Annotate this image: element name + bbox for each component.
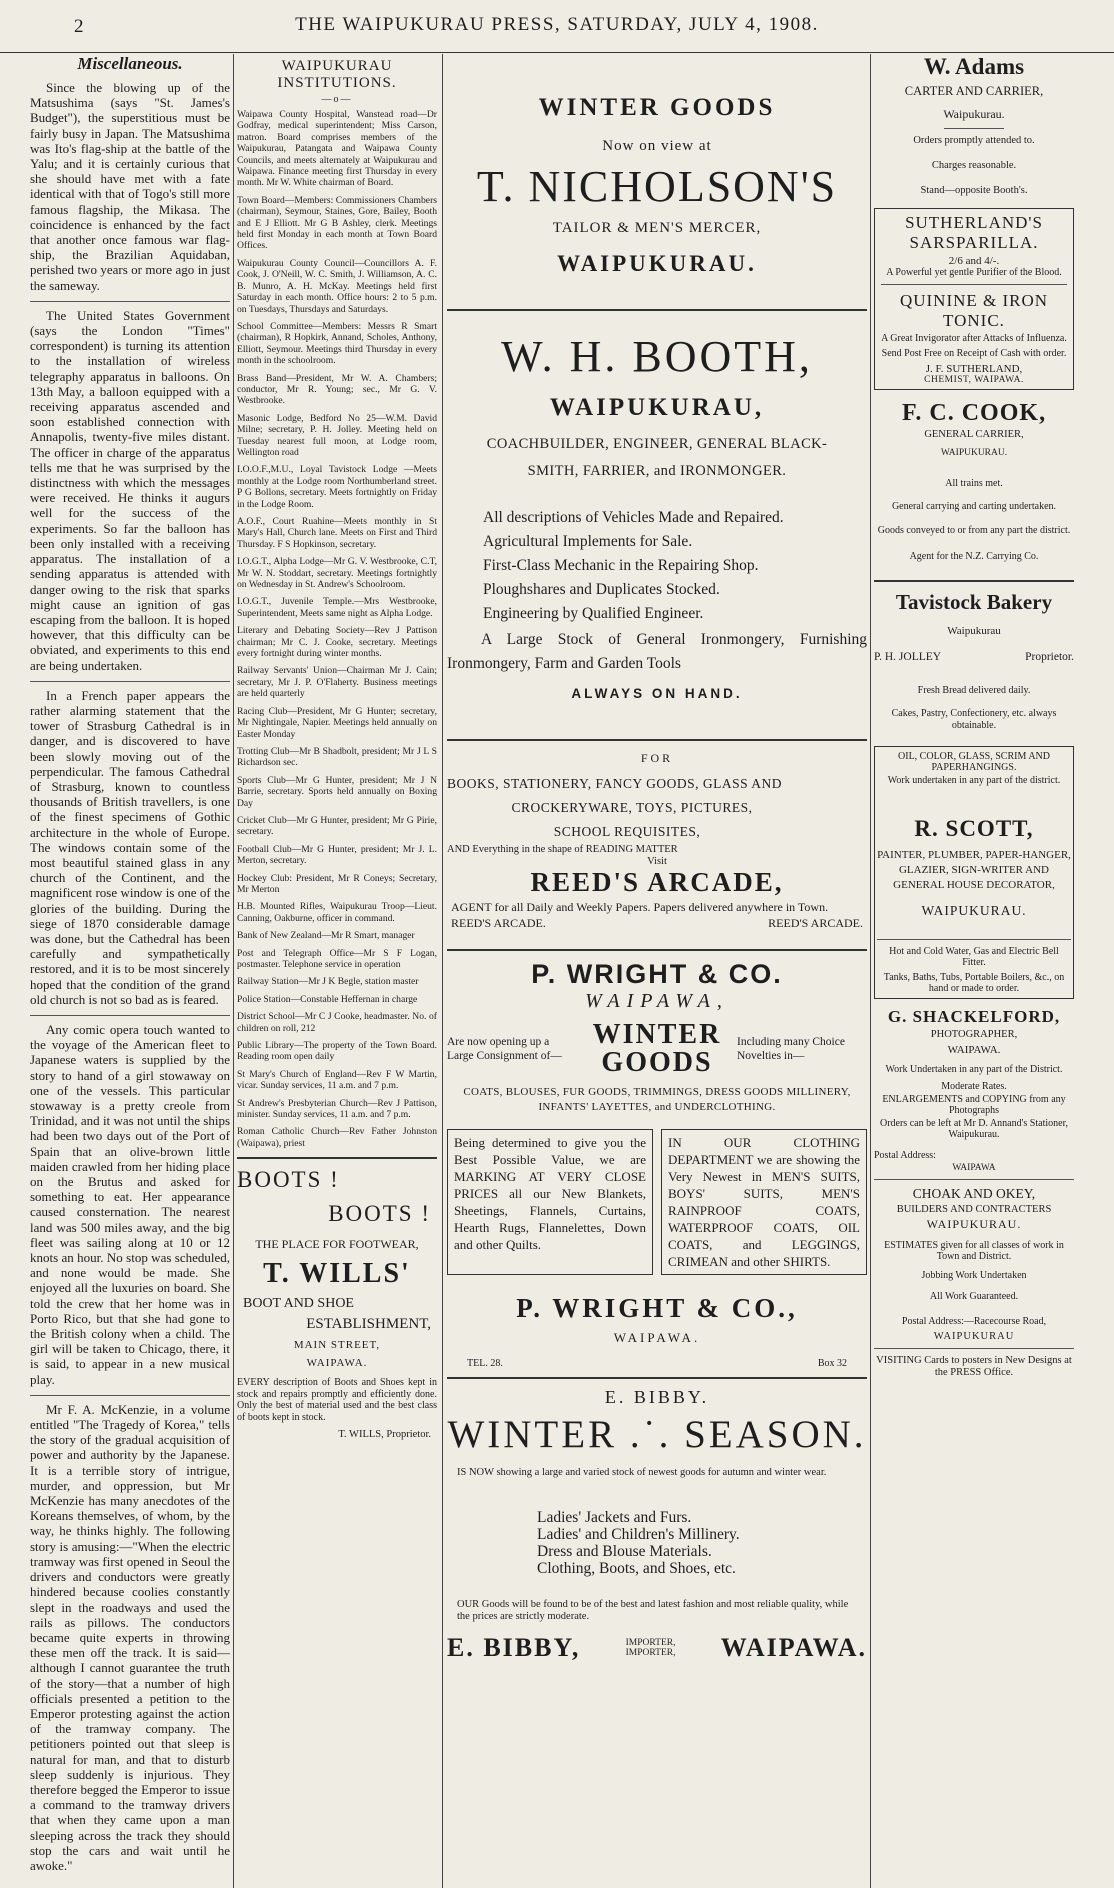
ad-bibby-item: Ladies' and Children's Millinery. — [537, 1526, 740, 1543]
ad-booth-trade1: COACHBUILDER, ENGINEER, GENERAL BLACK- — [486, 436, 828, 452]
ad-booth-always: ALWAYS ON HAND. — [571, 686, 743, 701]
ad-reeds-footer-left: REED'S ARCADE. — [451, 916, 546, 930]
ad-scott-top2: Work undertaken in any part of the district. — [887, 775, 1061, 786]
ad-wright-left: Are now opening up a Large Consignment of— — [447, 1036, 562, 1062]
ad-wright-name: P. WRIGHT & CO. — [531, 959, 783, 989]
ad-booth-item: First-Class Mechanic in the Repairing Shop. — [483, 557, 759, 574]
ad-boots-tagline: THE PLACE FOR FOOTWEAR, — [255, 1237, 419, 1252]
institution-entry: Bank of New Zealand—Mr R Smart, manager — [237, 930, 415, 942]
ad-wright-goods: GOODS — [601, 1047, 713, 1078]
ad-wright-town: WAIPAWA, — [585, 990, 729, 1012]
ad-cook — [874, 400, 1074, 562]
institution-entry: St Andrew's Presbyterian Church—Rev J Pattison, minister. Sunday services, 11 a.m. and 7 p.m. — [237, 1097, 437, 1121]
divider — [30, 1015, 230, 1016]
institution-entry: St Mary's Church of England—Rev F W Martin, vicar. Sunday services, 11 a.m. and 7 p.m. — [237, 1068, 437, 1092]
ad-boots-line1: BOOTS ! — [237, 1167, 340, 1193]
ad-choak-line1: ESTIMATES given for all classes of work in Town and District. — [884, 1240, 1064, 1262]
ad-sutherland — [874, 208, 1074, 390]
ad-sutherland-s4: A Powerful yet gentle Purifier of the Blood. — [886, 267, 1062, 278]
ad-choak-okey — [874, 1186, 1074, 1342]
article-paragraph: Since the blowing up of the Matsushima (says "St. James's Budget"), the superstitious must be fairly busy in Japan. The Matsushima was Ito's flag-ship at the battle of the Yalu; and it is certainly curious that she should have met with a fate identical with that of Togo's still more famous flagship, the Mikasa. The coincidence is enhanced by the fact that another once famous war flag-ship, the Brazilian Aquidaban, perished two years or more ago in just the sameway. — [30, 80, 230, 293]
ad-bibby-intro: IS NOW showing a large and varied stock of newest goods for autumn and winter wear. — [457, 1467, 827, 1478]
ad-shackelford-line2: Moderate Rates. — [941, 1081, 1007, 1092]
ad-reeds-footer-right: REED'S ARCADE. — [768, 916, 863, 930]
ad-adams-line1: Orders promptly attended to. — [913, 135, 1035, 146]
ornament-divider: —o— — [321, 94, 353, 105]
ad-reeds-for: FOR — [640, 751, 674, 765]
ad-reeds-footer — [447, 916, 867, 931]
ad-visiting-cards: VISITING Cards to posters in New Designs at the PRESS Office. — [876, 1355, 1072, 1378]
divider — [447, 949, 867, 951]
section-heading: Miscellaneous. — [77, 54, 183, 73]
column-institutions — [237, 54, 437, 1440]
article-paragraph: The United States Government (says the London "Times" correspondent) is turning its attention to the installation of wireless telegraphy apparatus in balloons. On 13th May, a balloon equipped with a receiving apparatus ascended and soon established connection with Annapolis, twenty-five miles distant. The officer in charge of the apparatus tells me that he was surprised by the distinctness with which the messages were received. He thinks it augurs well for the success of the experiments. So far the balloon has been only installed with a receiving apparatus. The installation of a sending apparatus is attended with danger owing to the risk that sparks might cause an ignition of gas escaping from the balloon. It is hoped however, that this difficulty can be obviated, and experiments to this end are being undertaken. — [30, 307, 230, 673]
divider — [447, 1377, 867, 1379]
institutions-heading: WAIPUKURAU INSTITUTIONS. — [277, 58, 397, 91]
institution-entry: Railway Servants' Union—Chairman Mr J. Cain; secretary, Mr J. P. O'Flaherty. Business meetings are held quarterly — [237, 665, 437, 700]
ad-reeds-name: REED'S ARCADE, — [530, 867, 784, 897]
institution-entry: Football Club—Mr G Hunter, president; Mr J. L. Merton, secretary. — [237, 843, 437, 867]
ad-sutherland-s2: SARSPARILLA. — [909, 233, 1039, 252]
ad-shackelford — [874, 1007, 1074, 1173]
ad-cook-name: F. C. COOK, — [901, 400, 1047, 426]
ad-bakery-name: Tavistock Bakery — [895, 590, 1053, 614]
institution-entry: Masonic Lodge, Bedford No 25—W.M. David Milne; secretary, P. H. Jolley. Meeting held on Tuesday nearest full moon, at Lodge room, Wellington road — [237, 412, 437, 458]
ad-bibby-importer-1: IMPORTER, — [625, 1638, 676, 1648]
ad-wright-winter-row — [447, 1021, 867, 1077]
ad-bibby-importer-2: IMPORTER, — [625, 1648, 676, 1658]
ad-boots-line2: BOOTS ! — [328, 1201, 431, 1227]
ad-boots-name: T. WILLS' — [263, 1258, 411, 1290]
institution-entry: Cricket Club—Mr G Hunter, president; Mr G Pirie, secretary. — [237, 814, 437, 838]
ad-reeds-arcade — [447, 751, 867, 931]
ad-adams-name: W. Adams — [923, 54, 1025, 79]
ad-bakery-line2: Cakes, Pastry, Confectionery, etc. always obtainable. — [891, 708, 1057, 731]
ad-wright-name2: P. WRIGHT & CO., — [516, 1293, 798, 1323]
ad-adams-line2: Charges reasonable. — [931, 160, 1017, 171]
ad-wright-contact — [447, 1358, 867, 1369]
article-paragraph: In a French paper appears the rather alarming statement that the tower of Strasburg Cathedral is in danger, and is discovered to have been slowly moving out of the perpendicular. The famous Cathedral of Strasburg, known to countless thousands of British travellers, is one of the finest specimens of Gothic architecture in the whole of Europe. The windows contain some of the most beautiful stained glass in any church of the Continent, and the magnificent rose window is one of the glories of the building. During the siege of 1870 considerable damage was done, but the Cathedral has been carefully and sympathetically restored, and it is to be most sincerely hoped that the condition of the grand old church is not so bad as is feared. — [30, 687, 230, 1007]
ad-nicholson-line2: Now on view at — [602, 138, 712, 154]
ad-sutherland-s3: 2/6 and 4/-. — [948, 255, 1000, 267]
ad-wright-tel: TEL. 28. — [467, 1358, 503, 1369]
institution-entry: Waipawa County Hospital, Wanstead road—Dr Godfray, medical superintendent; Miss Carson, matron. Board comprises members of the Waipukurau, Patangata and Waipawa County Councils, and meets alternately at Waipukurau and Waipawa. Finance meeting first Thursday in every month. Mr W. White chairman of Board. — [237, 109, 437, 189]
ad-booth-stock: A Large Stock of General Ironmongery, Furnishing Ironmongery, Farm and Garden Tools — [447, 631, 867, 672]
institution-entry: Police Station—Constable Heffernan in charge — [237, 993, 418, 1005]
ad-booth-trade2: SMITH, FARRIER, and IRONMONGER. — [527, 463, 787, 479]
newspaper-title: THE WAIPUKURAU PRESS, SATURDAY, JULY 4, 1908. — [295, 14, 819, 35]
ad-shackelford-trade: PHOTOGRAPHER, — [930, 1029, 1018, 1040]
institution-entry: I.O.G.T., Alpha Lodge—Mr G. V. Westbrooke, C.T, Mr W. N. Stoddart, secretary. Meetings fortnightly on Wednesday in St. Andrew's Schoolroom. — [237, 556, 437, 591]
ad-booth-town: WAIPUKURAU, — [549, 394, 765, 421]
ad-boots-signature: T. WILLS, Proprietor. — [338, 1428, 431, 1440]
ad-scott-name: R. SCOTT, — [914, 816, 1034, 841]
ad-bibby-footer-name: E. BIBBY, — [447, 1633, 581, 1662]
ad-scott-trade: PAINTER, PLUMBER, PAPER-HANGER, GLAZIER, SIGN-WRITER AND GENERAL HOUSE DECORATOR, — [877, 849, 1071, 891]
ad-bibby-importer — [626, 1638, 676, 1658]
ad-boots-address: MAIN STREET, — [293, 1339, 381, 1352]
ad-scott — [874, 746, 1074, 999]
ad-scott-line1: Hot and Cold Water, Gas and Electric Bell Fitter. — [889, 946, 1059, 968]
ad-scott-town: WAIPUKURAU. — [921, 903, 1027, 918]
ad-sutherland-q5: J. F. SUTHERLAND, — [925, 363, 1023, 375]
ad-cook-line4: Agent for the N.Z. Carrying Co. — [909, 551, 1039, 562]
divider — [874, 1179, 1074, 1180]
article-paragraph: Any comic opera touch wanted to the voyage of the American fleet to Japanese waters is supplied by the story to hand of a girl stowaway on one of the vessels. This particular stowaway is a pretty creole from Trinidad, and it was not until the ships had been two days out of the Port of Spain that an olive-brown little maiden crawled from her hiding place on the Brutus and asked for something to eat. Her appearance caused consternation. The nearest land was 500 miles away, and the big fleet was sailing along at 10 or 12 knots an hour. No stop was scheduled, and none would be made. She enjoyed all the luxuries on board. She told the crew that her home was in Porto Rico, but that she had gone to the British colony when a child. The girl will be taken to Chicago, there, it is said, to appear in a new musical play. — [30, 1021, 230, 1387]
ad-choak-line3: All Work Guaranteed. — [929, 1291, 1019, 1302]
ad-choak-postal: Postal Address:—Racecourse Road, — [901, 1316, 1047, 1327]
institution-entry: Literary and Debating Society—Rev J Pattison chairman; Mr C. J. Cooke, secretary. Meetings every fortnight during winter months. — [237, 625, 437, 660]
column-advertisements — [447, 54, 867, 1663]
ad-choak-town: WAIPUKURAU. — [926, 1217, 1022, 1231]
ad-bibby-item: Clothing, Boots, and Shoes, etc. — [537, 1560, 736, 1577]
ad-wright-town2: WAIPAWA. — [613, 1330, 701, 1345]
column-small-ads — [874, 54, 1074, 1379]
ad-choak-postal-town: WAIPUKURAU — [933, 1331, 1015, 1342]
ad-sutherland-q1: QUININE & IRON — [899, 291, 1049, 310]
divider — [881, 284, 1067, 285]
divider — [874, 1348, 1074, 1349]
ad-shackelford-line4: Orders can be left at Mr D. Annand's Stationer, Waipukurau. — [879, 1118, 1069, 1140]
ad-boots-line5: ESTABLISHMENT, — [306, 1316, 431, 1333]
ad-nicholson-heading: WINTER GOODS — [538, 94, 776, 121]
column-miscellaneous — [30, 54, 230, 1881]
ad-booth-item: Engineering by Qualified Engineer. — [483, 605, 704, 622]
divider — [30, 301, 230, 302]
institution-entry: Post and Telegraph Office—Mr S F Logan, postmaster. Telephone service in operation — [237, 947, 437, 970]
ad-choak-name: CHOAK AND OKEY, — [912, 1186, 1036, 1201]
institution-entry: A.O.F., Court Ruahine—Meets monthly in St Mary's Hall, Church lane. Meets on First and Third Thursday. F S Hopkinson, secretary. — [237, 516, 437, 550]
ad-bibby — [447, 1387, 867, 1663]
ad-reeds-line3: SCHOOL REQUISITES, — [553, 824, 701, 839]
divider — [30, 1395, 230, 1396]
ad-choak-trade: BUILDERS AND CONTRACTERS — [896, 1204, 1052, 1215]
ad-adams-town: Waipukurau. — [943, 107, 1005, 121]
ad-shackelford-town: WAIPAWA. — [947, 1044, 1001, 1056]
institution-entry: Sports Club—Mr G Hunter, president; Mr J N Barrie, secretary. Sports held annually on Boxing Day — [237, 774, 437, 809]
divider — [874, 580, 1074, 582]
ad-shackelford-postal: Postal Address: — [874, 1150, 936, 1161]
divider — [944, 128, 1004, 129]
ad-bibby-footer — [447, 1633, 867, 1663]
institution-entry: I.O.G.T., Juvenile Temple.—Mrs Westbrooke, Superintendent, Meets same night as Alpha Lodge. — [237, 596, 437, 619]
page-number: 2 — [74, 16, 84, 37]
ad-bibby-footer-town: WAIPAWA. — [720, 1633, 867, 1662]
ad-scott-top1: OIL, COLOR, GLASS, SCRIM AND PAPERHANGINGS. — [898, 751, 1050, 773]
ad-bibby-item: Ladies' Jackets and Furs. — [537, 1509, 692, 1526]
ad-choak-line2: Jobbing Work Undertaken — [921, 1270, 1027, 1281]
ad-reeds-line2: CROCKERYWARE, TOYS, PICTURES, — [511, 800, 753, 815]
ad-boots-line4: BOOT AND SHOE — [243, 1296, 354, 1312]
ad-booth-items — [447, 506, 867, 626]
ad-sutherland-q2: TONIC. — [943, 311, 1005, 330]
ad-wright-box-value: Being determined to give you the Best Possible Value, we are MARKING AT VERY CLOSE PRICES all our New Blankets, Sheetings, Flannels, Curtains, Hearth Rugs, Flannelettes, Down and other Quilts. — [447, 1129, 653, 1275]
institution-entry: H.B. Mounted Rifles, Waipukurau Troop—Lieut. Canning, Oakburne, officer in command. — [237, 901, 437, 924]
ad-bibby-item: Dress and Blouse Materials. — [537, 1543, 712, 1560]
institution-entry: Hockey Club: President, Mr R Coneys; Secretary, Mr Merton — [237, 872, 437, 895]
ad-shackelford-postal-town: WAIPAWA — [952, 1163, 996, 1173]
article-paragraph: Mr F. A. McKenzie, in a volume entitled "The Tragedy of Korea," tells the story of the gradual acquisition of power and authority by the Japanese. It is a terrible story of intrigue, murder, and oppression, but Mr McKenzie has many anecdotes of the Koreans themselves, of whom, by the way, he thinks highly. The following story is amusing:—"When the electric tramway was first opened in Seoul the drivers and conductors were greatly hindered because coolies constantly slept in the roadways and used the rails as pillows. The conductors became quite experts in throwing these men off the track. It is said—although I cannot guarantee the truth of the story—that a number of high officials presented a petition to the Emperor protesting against the action of the tramway company. The petitioners pointed out that sleep is natural for man, and that to disturb sleep suddenly is injurious. They therefore begged the Emperor to issue a command to the tramway drivers that when they came upon a man sleeping across the track they should stop the cars and wait until he awoke." — [30, 1401, 230, 1873]
ad-sutherland-q3: A Great Invigorator after Attacks of Influenza. — [881, 333, 1067, 344]
ad-bakery-owner: P. H. JOLLEY — [874, 651, 942, 663]
ad-adams-line3: Stand—opposite Booth's. — [920, 185, 1028, 196]
ad-bibby-quality: OUR Goods will be found to be of the best and latest fashion and most reliable quality, while the prices are strictly moderate. — [457, 1599, 849, 1622]
ad-wright-box: Box 32 — [817, 1358, 847, 1369]
ad-booth-item: Ploughshares and Duplicates Stocked. — [483, 581, 720, 598]
ad-booth — [447, 331, 867, 701]
ad-shackelford-name: G. SHACKELFORD, — [887, 1007, 1061, 1026]
ad-cook-line3: Goods conveyed to or from any part the district. — [877, 525, 1071, 536]
divider — [30, 681, 230, 682]
ad-wright-right: Including many Choice Novelties in— — [736, 1036, 845, 1062]
institution-entry: Brass Band—President, Mr W. A. Chambers; conductor, Mr R. Young; sec., Mr G. V. Westbrooke. — [237, 372, 437, 407]
ad-scott-line2: Tanks, Baths, Tubs, Portable Boilers, &c., on hand or made to order. — [883, 972, 1065, 994]
ad-boots — [237, 1167, 437, 1440]
ad-wright-list: COATS, BLOUSES, FUR GOODS, TRIMMINGS, DRESS GOODS MILLINERY, INFANTS' LAYETTES, and UNDERCLOTHING. — [463, 1086, 851, 1113]
ad-bakery-owner-row — [874, 651, 1074, 663]
ad-cook-line2: General carrying and carting undertaken. — [891, 501, 1057, 512]
ad-bibby-season: WINTER .˙. SEASON. — [447, 1413, 867, 1456]
ad-bibby-name: E. BIBBY. — [604, 1387, 710, 1407]
ad-bakery — [874, 590, 1074, 732]
ad-adams — [874, 54, 1074, 196]
ad-nicholson-name: T. NICHOLSON'S — [476, 162, 838, 211]
institution-entry: I.O.O.F.,M.U., Loyal Tavistock Lodge —Meets monthly at the Lodge room Northumberland street. P G Bollons, secretary. Meets fortnightly on Friday in the Lodge Room. — [237, 464, 437, 510]
ad-reeds-line1: BOOKS, STATIONERY, FANCY GOODS, GLASS AND — [447, 776, 782, 791]
ad-nicholson-town: WAIPUKURAU. — [557, 251, 757, 276]
ad-boots-body: EVERY description of Boots and Shoes kept in stock and repairs promptly and efficiently done. Only the best of material used and the best class of boots kept in stock. — [237, 1377, 437, 1423]
ad-reeds-agent: AGENT for all Daily and Weekly Papers. Papers delivered anywhere in Town. — [451, 900, 829, 914]
divider — [237, 1157, 437, 1159]
masthead — [0, 0, 1114, 53]
ad-sutherland-q6: CHEMIST, WAIPAWA. — [924, 375, 1024, 385]
ad-booth-item: Agricultural Implements for Sale. — [483, 533, 693, 550]
ad-reeds-visit: Visit — [647, 856, 667, 867]
ad-nicholson — [447, 94, 867, 277]
ad-boots-town: WAIPAWA. — [306, 1357, 368, 1370]
ad-sutherland-q4: Send Post Free on Receipt of Cash with order. — [881, 348, 1067, 359]
column-rule — [442, 54, 443, 1888]
ad-p-wright — [447, 959, 867, 1369]
column-rule — [870, 54, 871, 1888]
ad-cook-town: WAIPUKURAU. — [940, 448, 1008, 458]
ad-adams-trade: CARTER AND CARRIER, — [904, 84, 1044, 98]
ad-shackelford-line1: Work Undertaken in any part of the District. — [885, 1064, 1063, 1075]
ad-bakery-role: Proprietor. — [1025, 651, 1074, 663]
institution-entry: Racing Club—President, Mr G Hunter; secretary, Mr Nightingale, Napier. Meetings held annually on Easter Monday — [237, 705, 437, 740]
institution-entry: Public Library—The property of the Town Board. Reading room open daily — [237, 1040, 437, 1063]
divider — [877, 939, 1071, 940]
institution-entry: Trotting Club—Mr B Shadbolt, president; Mr J L S Richardson sec. — [237, 745, 437, 769]
ad-wright-winter: WINTER — [592, 1019, 722, 1050]
divider — [447, 309, 867, 311]
ad-shackelford-line3: ENLARGEMENTS and COPYING from any Photographs — [882, 1094, 1066, 1116]
ad-cook-trade: GENERAL CARRIER, — [924, 429, 1024, 440]
column-rule — [233, 54, 234, 1888]
institution-entry: Waipukurau County Council—Councillors A. F. Cook, J. O'Neill, W. C. Smith, J. Williamson, A. C. B. Munro, A. H. McKay. Meetings held first Saturday in each month. Office hours: 2 to 5 p.m. on Tuesdays, Thursdays and Saturdays. — [237, 257, 437, 315]
ad-bakery-town: Waipukurau — [947, 625, 1001, 637]
ad-reeds-line4: AND Everything in the shape of READING MATTER — [447, 844, 678, 855]
ad-bibby-items — [447, 1509, 867, 1577]
institutions-list — [237, 109, 437, 1149]
ad-sutherland-s1: SUTHERLAND'S — [905, 213, 1043, 232]
divider — [447, 739, 867, 741]
ad-booth-name: W. H. BOOTH, — [501, 332, 813, 381]
institution-entry: Roman Catholic Church—Rev Father Johnston (Waipawa), priest — [237, 1126, 437, 1149]
institution-entry: Town Board—Members: Commissioners Chambers (chairman), Seymour, Staines, Gore, Bailey, Booth and E J Elliott. Mr G B Ashley, clerk. Meetings held first Monday in each month at Town Board Offices. — [237, 194, 437, 252]
institution-entry: Railway Station—Mr J K Begle, station master — [237, 976, 419, 988]
institution-entry: District School—Mr C J Cooke, headmaster. No. of children on roll, 212 — [237, 1011, 437, 1034]
ad-nicholson-trade: TAILOR & MEN'S MERCER, — [552, 220, 762, 236]
ad-wright-box-clothing: IN OUR CLOTHING DEPARTMENT we are showing the Very Newest in MEN'S SUITS, BOYS' SUITS, MEN'S RAINPROOF COATS, WATERPROOF COATS, OIL COATS, and LEGGINGS, CRIMEAN and other SHIRTS. — [661, 1129, 867, 1275]
ad-booth-item: All descriptions of Vehicles Made and Repaired. — [483, 509, 784, 526]
ad-bakery-line1: Fresh Bread delivered daily. — [917, 685, 1031, 696]
ad-wright-boxes — [447, 1129, 867, 1275]
ad-cook-line1: All trains met. — [945, 478, 1003, 489]
institution-entry: School Committee—Members: Messrs R Smart (chairman), R Hopkirk, Annand, Scholes, Anthony, Elliott, Seymour. Meetings third Thursday in every month in the schoolroom. — [237, 320, 437, 367]
